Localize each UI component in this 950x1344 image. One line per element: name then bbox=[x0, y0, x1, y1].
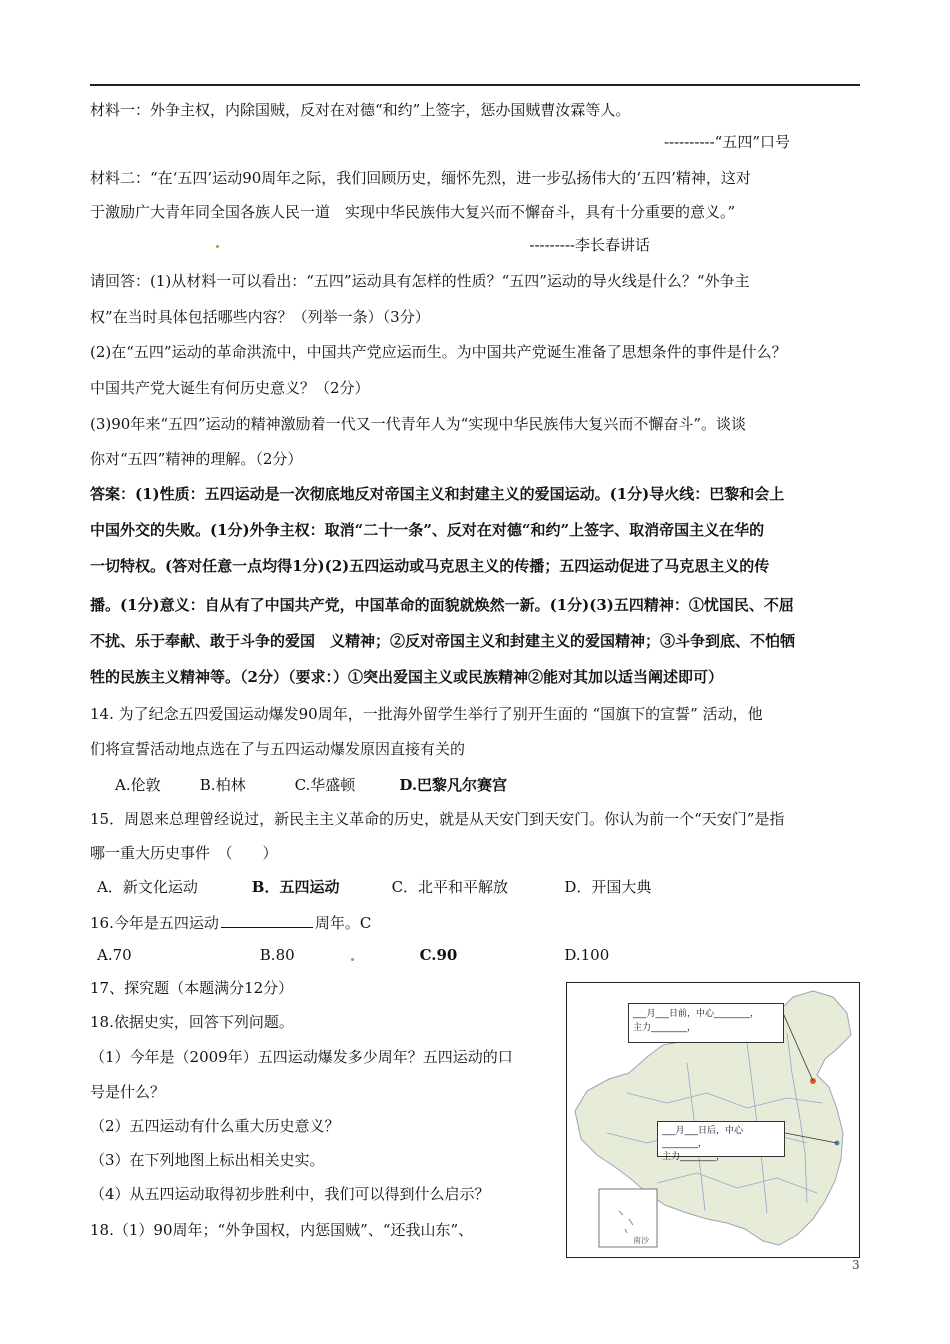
q14-options bbox=[115, 774, 507, 796]
material1-text: 材料一：外争主权，内除国贼，反对在对德“和约”上签字，惩办国贼曹汝霖等人。 bbox=[90, 101, 631, 119]
q3-line1: (3)90年来“五四”运动的精神激励着一代又一代青年人为“实现中华民族伟大复兴而不懈奋斗”。谈谈 bbox=[90, 415, 747, 433]
q14-option-b: B.柏林 bbox=[199, 776, 246, 794]
stray-dot bbox=[216, 245, 219, 248]
material2-source: ---------李长春讲话 bbox=[529, 236, 650, 254]
answer-line4: 播。(1分)意义：自从有了中国共产党，中国革命的面貌就焕然一新。(1分)(3)五四精神：①忧国民、不屈 bbox=[90, 596, 794, 614]
answer-line3: 一切特权。(答对任意一点均得1分)(2)五四运动或马克思主义的传播；五四运动促进了马克思主义的传 bbox=[90, 557, 770, 575]
answer-line2: 中国外交的失败。(1分)外争主权：取消“二十一条”、反对在对德“和约”上签字、取消帝国主义在华的 bbox=[90, 521, 765, 539]
material2-line2: 于激励广大青年同全国各族人民一道 实现中华民族伟大复兴而不懈奋斗，具有十分重要的意义。” bbox=[90, 203, 736, 221]
q2-line1: (2)在“五四”运动的革命洪流中，中国共产党应运而生。为中国共产党诞生准备了思想条件的事件是什么？ bbox=[90, 343, 787, 361]
q1-line2: 权”在当时具体包括哪些内容？（列举一条）（3分） bbox=[90, 308, 430, 326]
q15-option-c: C．北平和平解放 bbox=[391, 878, 509, 896]
q17-title: 17、探究题（本题满分12分） bbox=[90, 979, 294, 997]
answer-line5: 不扰、乐于奉献、敢于斗争的爱国 义精神；②反对帝国主义和封建主义的爱国精神；③斗争到底、不怕牺 bbox=[90, 632, 796, 650]
answer-line1: 答案：(1)性质：五四运动是一次彻底地反对帝国主义和封建主义的爱国运动。(1分)导火线：巴黎和会上 bbox=[90, 485, 785, 503]
inset-label: 南沙 bbox=[633, 1236, 649, 1245]
header-rule bbox=[90, 84, 860, 86]
q16-options bbox=[97, 944, 609, 966]
q18-sub3: （3）在下列地图上标出相关史实。 bbox=[90, 1151, 325, 1169]
q16-line bbox=[90, 911, 371, 934]
stray-dot bbox=[351, 958, 354, 961]
q16-option-b: B.80 bbox=[259, 946, 295, 964]
q16-option-c: C.90 bbox=[419, 946, 458, 964]
material2-line1: 材料二：“在‘五四’运动90周年之际，我们回顾历史，缅怀先烈，进一步弘扬伟大的‘五四’精神，这对 bbox=[90, 169, 751, 187]
callout-box-1 bbox=[628, 1003, 784, 1043]
callout2-line2: 主力________， bbox=[662, 1152, 726, 1162]
q16-prefix: 16.今年是五四运动 bbox=[90, 914, 219, 932]
q18-sub4: （4）从五四运动取得初步胜利中，我们可以得到什么启示？ bbox=[90, 1185, 490, 1203]
page-number: 3 bbox=[852, 1258, 860, 1272]
q2-line2: 中国共产党大诞生有何历史意义？（2分） bbox=[90, 379, 370, 397]
q18-title: 18.依据史实，回答下列问题。 bbox=[90, 1013, 294, 1031]
q18-answer: 18.（1）90周年；“外争国权，内惩国贼”、“还我山东”、 bbox=[90, 1221, 474, 1239]
q14-line1: 14. 为了纪念五四爱国运动爆发90周年，一批海外留学生举行了别开生面的 “国旗下的宣誓” 活动，他 bbox=[90, 705, 763, 723]
q15-line2: 哪一重大历史事件 （ ） bbox=[90, 844, 278, 862]
q15-options bbox=[97, 876, 651, 898]
q18-sub1-line1: （1）今年是（2009年）五四运动爆发多少周年？五四运动的口 bbox=[90, 1048, 513, 1066]
china-map bbox=[566, 982, 860, 1258]
q18-sub2: （2）五四运动有什么重大历史意义？ bbox=[90, 1117, 340, 1135]
q14-option-a: A.伦敦 bbox=[115, 776, 161, 794]
q15-option-b: B．五四运动 bbox=[251, 878, 340, 896]
q16-blank bbox=[221, 911, 313, 928]
q15-option-a: A．新文化运动 bbox=[97, 878, 198, 896]
q16-suffix: 周年。C bbox=[314, 914, 372, 932]
callout1-line2: 主力________， bbox=[633, 1023, 697, 1033]
callout-box-2 bbox=[657, 1121, 785, 1162]
q16-option-a: A.70 bbox=[97, 946, 132, 964]
callout1-line1: ___月___日前，中心________， bbox=[633, 1009, 760, 1019]
q3-line2: 你对“五四”精神的理解。（2分） bbox=[90, 450, 303, 468]
q14-option-c: C.华盛顿 bbox=[294, 776, 356, 794]
q14-option-d: D.巴黎凡尔赛宫 bbox=[399, 776, 508, 794]
q1-line1: 请回答：(1)从材料一可以看出：“五四”运动具有怎样的性质？“五四”运动的导火线是什么？“外争主 bbox=[90, 272, 750, 290]
material1-source: ----------“五四”口号 bbox=[663, 133, 790, 151]
q14-line2: 们将宣誓活动地点选在了与五四运动爆发原因直接有关的 bbox=[90, 740, 466, 758]
q18-sub1-line2: 号是什么？ bbox=[90, 1083, 166, 1101]
q15-line1: 15．周恩来总理曾经说过，新民主主义革命的历史，就是从天安门到天安门。你认为前一个“天安门”是指 bbox=[90, 810, 785, 828]
callout2-line1: ___月___日后，中心________， bbox=[662, 1126, 744, 1149]
q16-option-d: D.100 bbox=[564, 946, 610, 964]
answer-line6: 牲的民族主义精神等。（2分）（要求：）①突出爱国主义或民族精神②能对其加以适当阐述即可） bbox=[90, 668, 723, 686]
q15-option-d: D．开国大典 bbox=[564, 878, 652, 896]
